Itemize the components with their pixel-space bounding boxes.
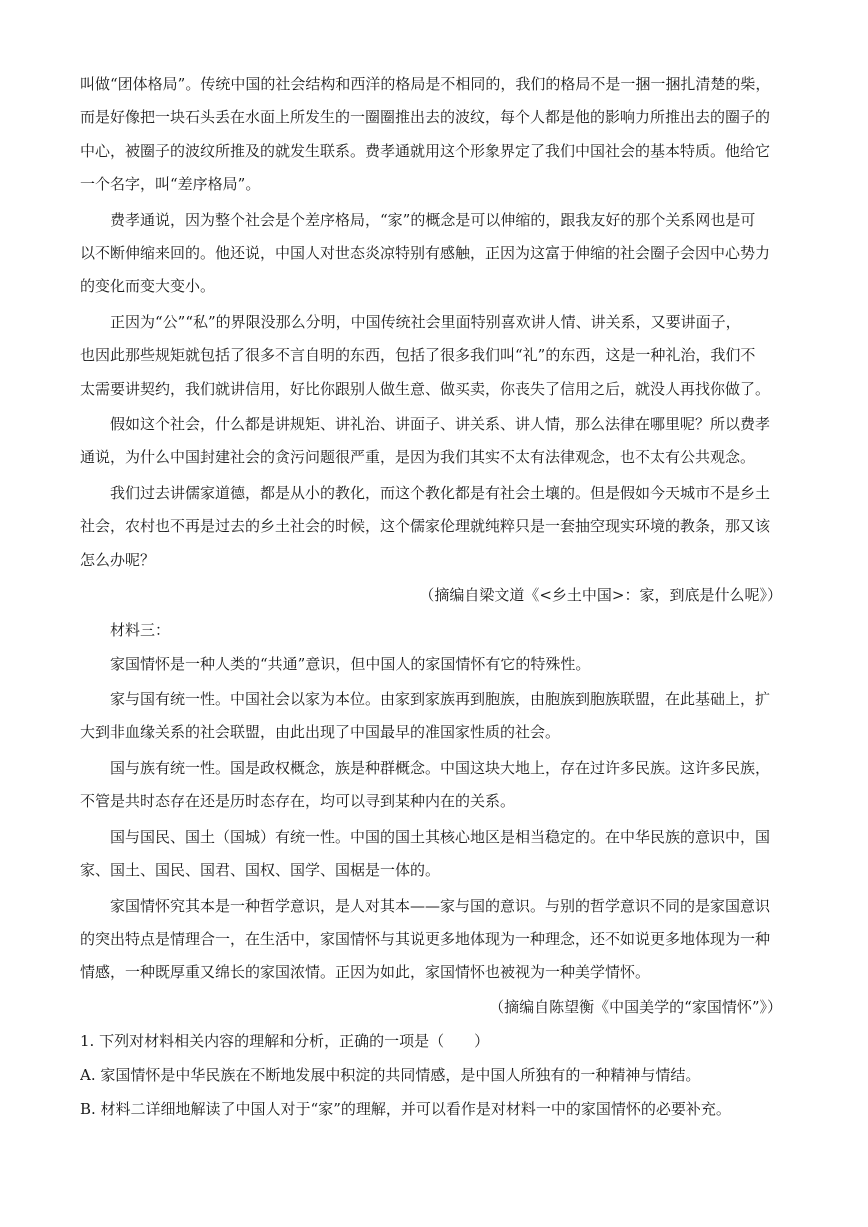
text-line: 假如这个社会，什么都是讲规矩、讲礼治、讲面子、讲关系、讲人情，那么法律在哪里呢？所以费孝 <box>110 415 771 433</box>
text-line: 叫做“团体格局”。传统中国的社会结构和西洋的格局是不相同的，我们的格局不是一捆一捆扎清楚的柴， <box>80 75 771 93</box>
text-line: 情感，一种既厚重又绵长的家国浓情。正因为如此，家国情怀也被视为一种美学情怀。 <box>80 963 651 981</box>
source-citation: （摘编自梁文道《<乡土中国>：家，到底是什么呢》） <box>419 586 782 604</box>
text-line: 通说，为什么中国封建社会的贪污问题很严重，是因为我们其实不太有法律观念，也不太有公共观念。 <box>80 448 756 466</box>
text-line: 我们过去讲儒家道德，都是从小的教化，而这个教化都是有社会土壤的。但是假如今天城市不是乡土 <box>110 484 771 502</box>
text-line: 国与族有统一性。国是政权概念，族是种群概念。中国这块大地上，存在过许多民族。这许多民族， <box>110 759 771 777</box>
source-citation: （摘编自陈望衡《中国美学的“家国情怀”》） <box>489 998 782 1016</box>
text-line: 家国情怀究其本是一种哲学意识，是人对其本——家与国的意识。与别的哲学意识不同的是家国意识 <box>110 897 771 915</box>
text-line: 的变化而变大变小。 <box>80 277 216 295</box>
option-b: B. 材料二详细地解读了中国人对于“家”的理解，并可以看作是对材料一中的家国情怀的必要补充。 <box>80 1100 731 1118</box>
text-line: 也因此那些规矩就包括了很多不言自明的东西，包括了很多我们叫“礼”的东西，这是一种礼治，我们不 <box>80 346 756 364</box>
section-heading: 材料三： <box>110 621 171 639</box>
text-line: 一个名字，叫“差序格局”。 <box>80 175 261 193</box>
option-a: A. 家国情怀是中华民族在不断地发展中积淀的共同情感，是中国人所独有的一种精神与情结。 <box>80 1066 701 1084</box>
text-line: 怎么办呢？ <box>80 551 156 569</box>
text-line: 而是好像把一块石头丢在水面上所发生的一圈圈推出去的波纹，每个人都是他的影响力所推出去的圈子的 <box>80 108 771 126</box>
text-line: 中心，被圈子的波纹所推及的就发生联系。费孝通就用这个形象界定了我们中国社会的基本特质。他给它 <box>80 142 771 160</box>
text-line: 正因为“公”“私”的界限没那么分明，中国传统社会里面特别喜欢讲人情、讲关系，又要讲面子， <box>110 313 741 331</box>
text-line: 社会，农村也不再是过去的乡土社会的时候，这个儒家伦理就纯粹只是一套抽空现实环境的教条，那又该 <box>80 517 771 535</box>
text-line: 费孝通说，因为整个社会是个差序格局，“家”的概念是可以伸缩的，跟我友好的那个关系网也是可 <box>110 211 756 229</box>
text-line: 太需要讲契约，我们就讲信用，好比你跟别人做生意、做买卖，你丧失了信用之后，就没人再找你做了。 <box>80 380 771 398</box>
question-stem: 1. 下列对材料相关内容的理解和分析，正确的一项是（ ） <box>80 1032 490 1050</box>
text-line: 家国情怀是一种人类的“共通”意识，但中国人的家国情怀有它的特殊性。 <box>110 655 591 673</box>
text-line: 国与国民、国土（国城）有统一性。中国的国土其核心地区是相当稳定的。在中华民族的意识中，国 <box>110 828 771 846</box>
text-line: 家、国土、国民、国君、国权、国学、国椐是一体的。 <box>80 861 441 879</box>
text-line: 的突出特点是情理合一，在生活中，家国情怀与其说更多地体现为一种理念，还不如说更多地体现为一种 <box>80 930 771 948</box>
text-line: 家与国有统一性。中国社会以家为本位。由家到家族再到胞族，由胞族到胞族联盟，在此基础上，扩 <box>110 690 771 708</box>
text-line: 大到非血缘关系的社会联盟，由此出现了中国最早的准国家性质的社会。 <box>80 723 561 741</box>
text-line: 以不断伸缩来回的。他还说，中国人对世态炎凉特别有感触，正因为这富于伸缩的社会圈子会因中心势力 <box>80 244 771 262</box>
text-line: 不管是共时态存在还是历时态存在，均可以寻到某种内在的关系。 <box>80 792 516 810</box>
